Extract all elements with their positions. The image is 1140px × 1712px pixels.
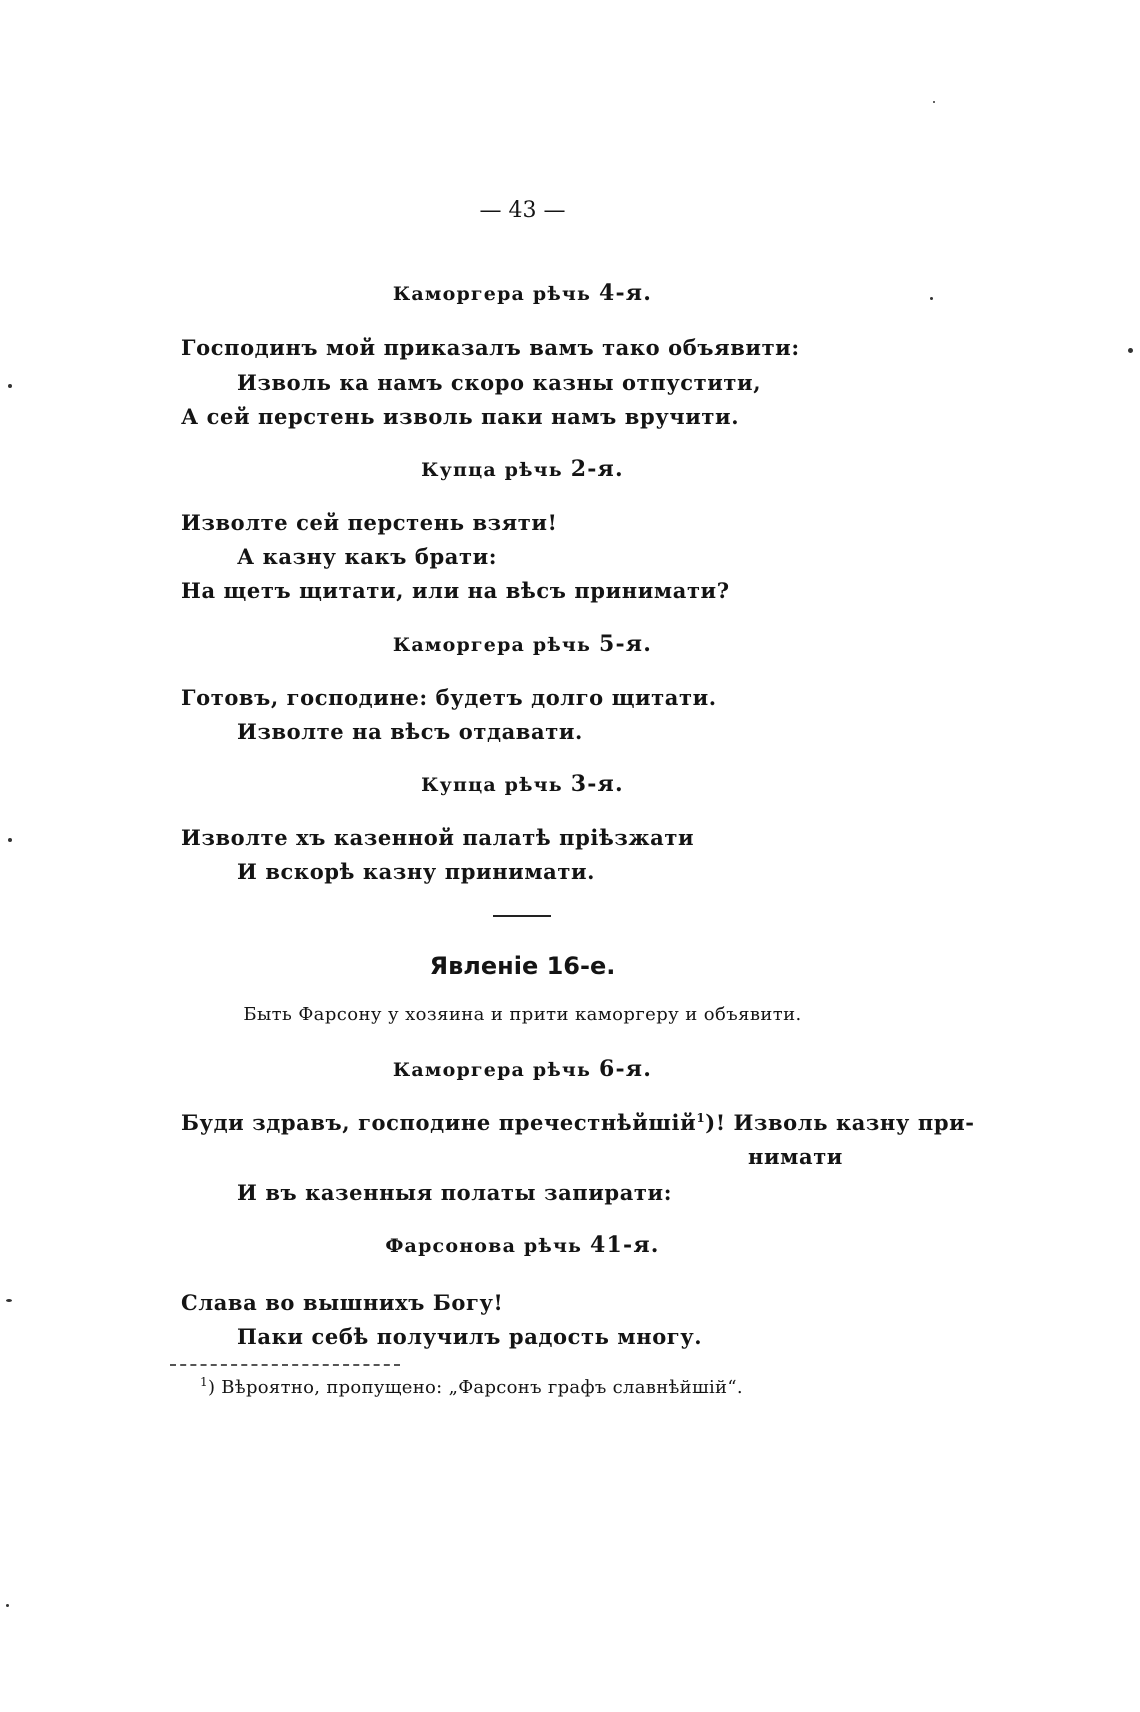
- verse-line: И въ казенныя полаты запирати:: [237, 1180, 673, 1205]
- verse-line: [181, 1110, 975, 1135]
- speaker-heading-text: Каморгера рѣчь: [392, 283, 592, 305]
- scan-speck: [933, 101, 935, 103]
- verse-line: И вскорѣ казну принимати.: [237, 859, 596, 884]
- verse-line-text: )! Изволь казну при-: [705, 1110, 975, 1135]
- verse-line: А сей перстень изволь паки намъ вручити.: [181, 404, 740, 429]
- speaker-heading-number: 5-я.: [598, 631, 653, 657]
- speaker-heading: [0, 1232, 1045, 1258]
- speaker-heading-number: 6-я.: [598, 1056, 653, 1082]
- speaker-heading-text: Фарсонова рѣчь: [385, 1235, 583, 1257]
- speaker-heading-number: 41-я.: [589, 1232, 660, 1258]
- footnote: [200, 1375, 743, 1398]
- footnote-text: ) Вѣроятно, пропущено: „Фарсонъ графъ славнѣйшiй“.: [207, 1377, 743, 1398]
- verse-line: Паки себѣ получилъ радость многу.: [237, 1324, 703, 1349]
- speaker-heading: [0, 456, 1045, 482]
- verse-line-text: Буди здравъ, господине пречестнѣйшiй: [181, 1110, 697, 1135]
- verse-line: Господинъ мой приказалъ вамъ тако объявити:: [181, 335, 800, 360]
- scan-speck: [1128, 348, 1133, 353]
- speaker-heading: [0, 771, 1045, 797]
- scan-speck: [6, 1299, 12, 1302]
- scan-speck: [8, 838, 12, 842]
- scan-speck: [8, 384, 12, 388]
- verse-line: Изволь ка намъ скоро казны отпустити,: [237, 370, 762, 395]
- verse-line-continuation: нимати: [748, 1144, 843, 1169]
- speaker-heading-text: Купца рѣчь: [421, 774, 563, 796]
- footnote-marker: 1: [696, 1111, 706, 1125]
- speaker-heading-text: Каморгера рѣчь: [392, 634, 592, 656]
- verse-line: Изволте сей перстень взяти!: [181, 510, 558, 535]
- stage-direction: Быть Фарсону у хозяина и прити каморгеру и объявити.: [243, 1004, 802, 1025]
- verse-line: Изволте на вѣсъ отдавати.: [237, 719, 583, 744]
- scan-speck: [930, 297, 933, 300]
- speaker-heading: [0, 1056, 1045, 1082]
- verse-line: Изволте хъ казенной палатѣ прiѣзжати: [181, 825, 695, 850]
- speaker-heading-text: Каморгера рѣчь: [392, 1059, 592, 1081]
- speaker-heading-number: 2-я.: [570, 456, 624, 482]
- verse-line: На щетъ щитати, или на вѣсъ принимати?: [181, 578, 730, 603]
- speaker-heading: [0, 631, 1045, 657]
- speaker-heading-number: 3-я.: [570, 771, 624, 797]
- speaker-heading-number: 4-я.: [598, 280, 653, 306]
- verse-line: Готовъ, господине: будетъ долго щитати.: [181, 685, 717, 710]
- page-number: — 43 —: [479, 198, 566, 223]
- act-title: Явленiе 16-е.: [429, 952, 616, 980]
- footnote-divider: [170, 1364, 400, 1366]
- verse-line: Слава во вышнихъ Богу!: [181, 1290, 504, 1315]
- section-divider: [493, 915, 551, 917]
- footnote-marker: 1: [200, 1375, 208, 1389]
- scan-speck: [6, 1604, 9, 1607]
- speaker-heading: [0, 280, 1045, 306]
- speaker-heading-text: Купца рѣчь: [421, 459, 563, 481]
- verse-line: А казну какъ брати:: [237, 544, 498, 569]
